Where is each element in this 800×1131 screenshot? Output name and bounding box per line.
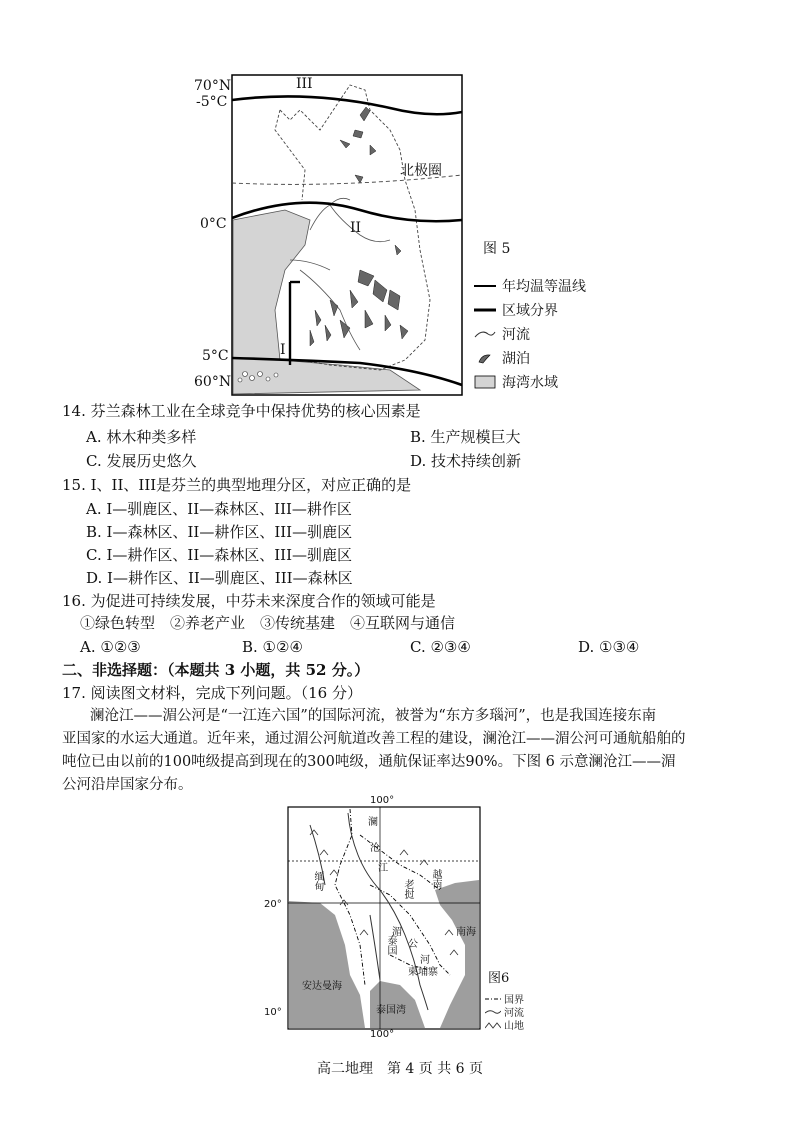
- he-label: 河: [420, 955, 430, 966]
- lake-icon: [474, 352, 496, 364]
- legend-label: 山地: [504, 1021, 524, 1032]
- bay-water-icon: [474, 375, 496, 389]
- figure-5-legend: [474, 274, 614, 394]
- lon-100-bottom: 100°: [370, 1029, 395, 1040]
- para-line: 吨位已由以前的100吨级提高到现在的300吨级，通航保证率达90%。下图 6 示意澜沧江——湄: [62, 754, 676, 770]
- q16-stem: 16. 为促进可持续发展，中芬未来深度合作的领域可能是: [62, 592, 436, 610]
- para-line: 公河沿岸国家分布。: [62, 777, 193, 793]
- section-2-heading: 二、非选择题：（本题共 3 小题，共 52 分。）: [62, 661, 370, 679]
- q17-paragraph: [62, 705, 742, 797]
- lon-100-top: 100°: [370, 795, 395, 806]
- q15-option-b: B. I—森林区、II—耕作区、III—驯鹿区: [86, 523, 353, 541]
- q14-option-c: C. 发展历史悠久: [86, 452, 197, 470]
- q14-option-d: D. 技术持续创新: [410, 452, 522, 470]
- river-icon: [485, 1009, 501, 1015]
- cang-label: 沧: [370, 843, 380, 854]
- figure-5-caption: 图 5: [483, 241, 511, 257]
- border-line-icon: [485, 996, 501, 1002]
- legend-label: 年均温等温线: [502, 279, 586, 295]
- q16-items: ①绿色转型 ②养老产业 ③传统基建 ④互联网与通信: [80, 614, 456, 632]
- lat-70-label: 70°N: [194, 78, 232, 94]
- zone-1-label: I: [280, 342, 286, 358]
- legend-label: 区域分界: [502, 303, 558, 319]
- q14-option-b: B. 生产规模巨大: [410, 428, 521, 446]
- legend-row: [485, 1018, 540, 1031]
- figure-6-caption: 图6: [488, 971, 510, 986]
- mei-label: 湄: [392, 927, 402, 938]
- mountain-icon: [485, 1021, 501, 1029]
- page-footer: 高二地理 第 4 页 共 6 页: [316, 1061, 484, 1077]
- legend-row: [474, 298, 614, 322]
- legend-row: [474, 322, 614, 346]
- isotherm-line-icon: [474, 281, 496, 291]
- q17-stem: 17. 阅读图文材料，完成下列问题。（16 分）: [62, 684, 362, 702]
- q16-option-d: D. ①③④: [578, 638, 640, 656]
- isotherm-minus5-label: -5°C: [196, 94, 228, 110]
- cambodia-label: 柬埔寨: [408, 967, 438, 978]
- q14-stem: 14. 芬兰森林工业在全球竞争中保持优势的核心因素是: [62, 402, 421, 420]
- q15-option-c: C. I—耕作区、II—森林区、III—驯鹿区: [86, 546, 353, 564]
- mekong-map: [280, 795, 485, 1035]
- thailand-label: 泰国: [385, 935, 396, 955]
- lan-label: 澜: [368, 817, 378, 828]
- legend-label: 河流: [504, 1008, 524, 1019]
- para-line: 亚国家的水运大通道。近年来，通过湄公河航道改善工程的建设，澜沧江——湄公河可通航船舶的: [62, 731, 686, 747]
- legend-label: 河流: [502, 327, 530, 343]
- figure-5: [190, 70, 610, 400]
- zone-2-label: II: [350, 220, 362, 236]
- legend-row: [474, 274, 614, 298]
- lat-10-label: 10°: [264, 1007, 282, 1018]
- q16-option-b: B. ①②④: [242, 638, 303, 656]
- laos-label: 老挝: [402, 879, 413, 899]
- legend-row: [474, 370, 614, 394]
- vietnam-label: 越南: [430, 869, 441, 889]
- gulf-label: 泰国湾: [376, 1005, 406, 1016]
- legend-label: 湖泊: [502, 351, 530, 367]
- figure-6: [264, 795, 540, 1040]
- river-icon: [474, 329, 496, 339]
- q16-option-a: A. ①②③: [80, 638, 141, 656]
- legend-label: 国界: [504, 995, 524, 1006]
- boundary-line-icon: [474, 305, 496, 315]
- q15-option-d: D. I—耕作区、II—驯鹿区、III—森林区: [86, 569, 353, 587]
- gong-label: 公: [408, 939, 418, 950]
- q15-stem: 15. I、II、III是芬兰的典型地理分区，对应正确的是: [62, 476, 412, 494]
- q16-option-c: C. ②③④: [410, 638, 471, 656]
- lat-20-label: 20°: [264, 899, 282, 910]
- jiang-label: 江: [378, 863, 388, 874]
- isotherm-0-label: 0°C: [200, 216, 227, 232]
- figure-6-legend: [485, 992, 540, 1031]
- zone-3-label: III: [296, 76, 313, 92]
- legend-row: [474, 346, 614, 370]
- isotherm-5-label: 5°C: [202, 348, 229, 364]
- finland-map: [190, 70, 470, 400]
- legend-label: 海湾水域: [502, 375, 558, 391]
- andaman-label: 安达曼海: [302, 981, 342, 992]
- q14-option-a: A. 林木种类多样: [86, 428, 197, 446]
- arctic-circle-label: 北极圈: [400, 163, 442, 179]
- para-line: 澜沧江——湄公河是“一江连六国”的国际河流，被誉为“东方多瑙河”，也是我国连接东南: [90, 708, 657, 724]
- lat-60-label: 60°N: [194, 374, 232, 390]
- myanmar-label: 缅甸: [312, 871, 323, 891]
- south-sea-label: 南海: [456, 927, 476, 938]
- q15-option-a: A. I—驯鹿区、II—森林区、III—耕作区: [86, 500, 352, 518]
